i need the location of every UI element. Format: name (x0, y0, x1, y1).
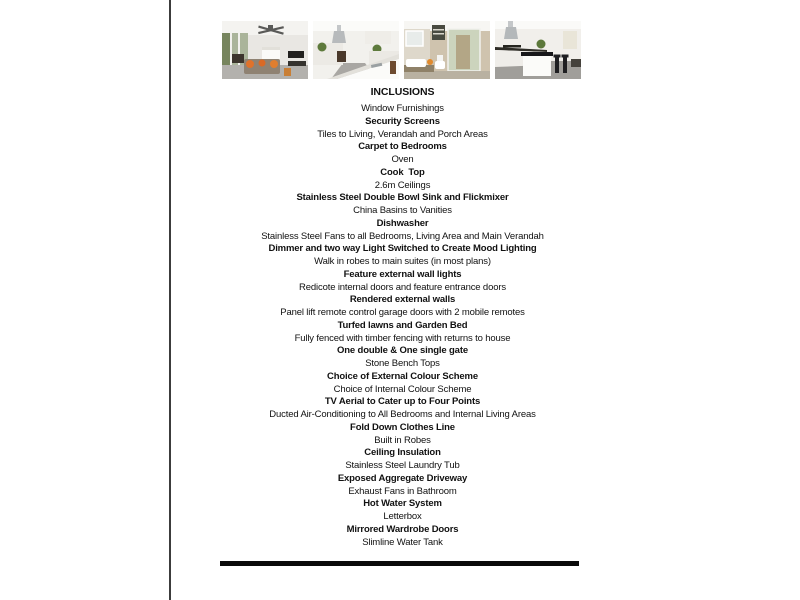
left-vertical-rule (169, 0, 171, 600)
inclusion-item: Rendered external walls (349, 294, 456, 306)
inclusion-item: China Basins to Vanities (353, 205, 452, 216)
galley-kitchen-photo-illustration (313, 21, 399, 79)
inclusion-item: Feature external wall lights (343, 268, 462, 280)
photo-kitchen-galley (313, 21, 399, 79)
photo-bathroom (404, 21, 490, 79)
inclusions-section (200, 86, 605, 549)
inclusions-list (200, 103, 605, 549)
inclusion-item: Walk in robes to main suites (in most plans) (314, 256, 491, 267)
inclusion-item: Stainless Steel Double Bowl Sink and Flickmixer (296, 192, 509, 204)
inclusion-item: Mirrored Wardrobe Doors (346, 523, 459, 535)
inclusion-item: Slimline Water Tank (362, 536, 443, 548)
inclusion-item: 2.6m Ceilings (374, 179, 431, 191)
inclusion-item: Stainless Steel Laundry Tub (345, 460, 460, 471)
inclusion-item: One double & One single gate (337, 345, 468, 357)
photo-living-room (222, 21, 308, 79)
footer-rule (220, 561, 579, 566)
inclusion-item: Letterbox (383, 511, 422, 522)
photo-strip (222, 21, 581, 79)
inclusion-item: Turfed lawns and Garden Bed (337, 319, 468, 331)
inclusion-item: Built in Robes (374, 434, 431, 446)
inclusion-item: Cook Top (380, 166, 425, 178)
inclusion-item: Security Screens (365, 115, 440, 127)
inclusion-item: Dishwasher (376, 217, 429, 229)
inclusion-item: Fully fenced with timber fencing with returns to house (294, 332, 511, 344)
inclusion-item: Ducted Air-Conditioning to All Bedrooms and Internal Living Areas (269, 409, 536, 420)
inclusion-item: Exposed Aggregate Driveway (337, 472, 468, 484)
photo-kitchen-island (495, 21, 581, 79)
inclusion-item: Dimmer and two way Light Switched to Create Mood Lighting (268, 243, 537, 255)
page-title: INCLUSIONS (370, 86, 435, 98)
inclusion-item: Oven (391, 154, 414, 165)
inclusion-item: Window Furnishings (361, 103, 444, 114)
inclusion-item: Stone Bench Tops (365, 358, 440, 369)
island-kitchen-photo-illustration (495, 21, 581, 79)
inclusion-item: Choice of Internal Colour Scheme (333, 383, 472, 395)
living-room-photo-illustration (222, 21, 308, 79)
inclusion-item: Fold Down Clothes Line (350, 421, 455, 433)
inclusion-item: Redicote internal doors and feature entrance doors (299, 281, 506, 293)
inclusion-item: Panel lift remote control garage doors with 2 mobile remotes (280, 307, 525, 318)
inclusion-item: Stainless Steel Fans to all Bedrooms, Living Area and Main Verandah (261, 230, 544, 242)
bathroom-photo-illustration (404, 21, 490, 79)
inclusion-item: Ceiling Insulation (364, 447, 441, 459)
inclusion-item: TV Aerial to Cater up to Four Points (324, 396, 481, 408)
inclusion-item: Hot Water System (363, 498, 442, 510)
inclusion-item: Choice of External Colour Scheme (327, 370, 478, 382)
inclusion-item: Carpet to Bedrooms (358, 141, 447, 153)
inclusion-item: Exhaust Fans in Bathroom (348, 485, 457, 497)
inclusion-item: Tiles to Living, Verandah and Porch Areas (317, 128, 488, 140)
